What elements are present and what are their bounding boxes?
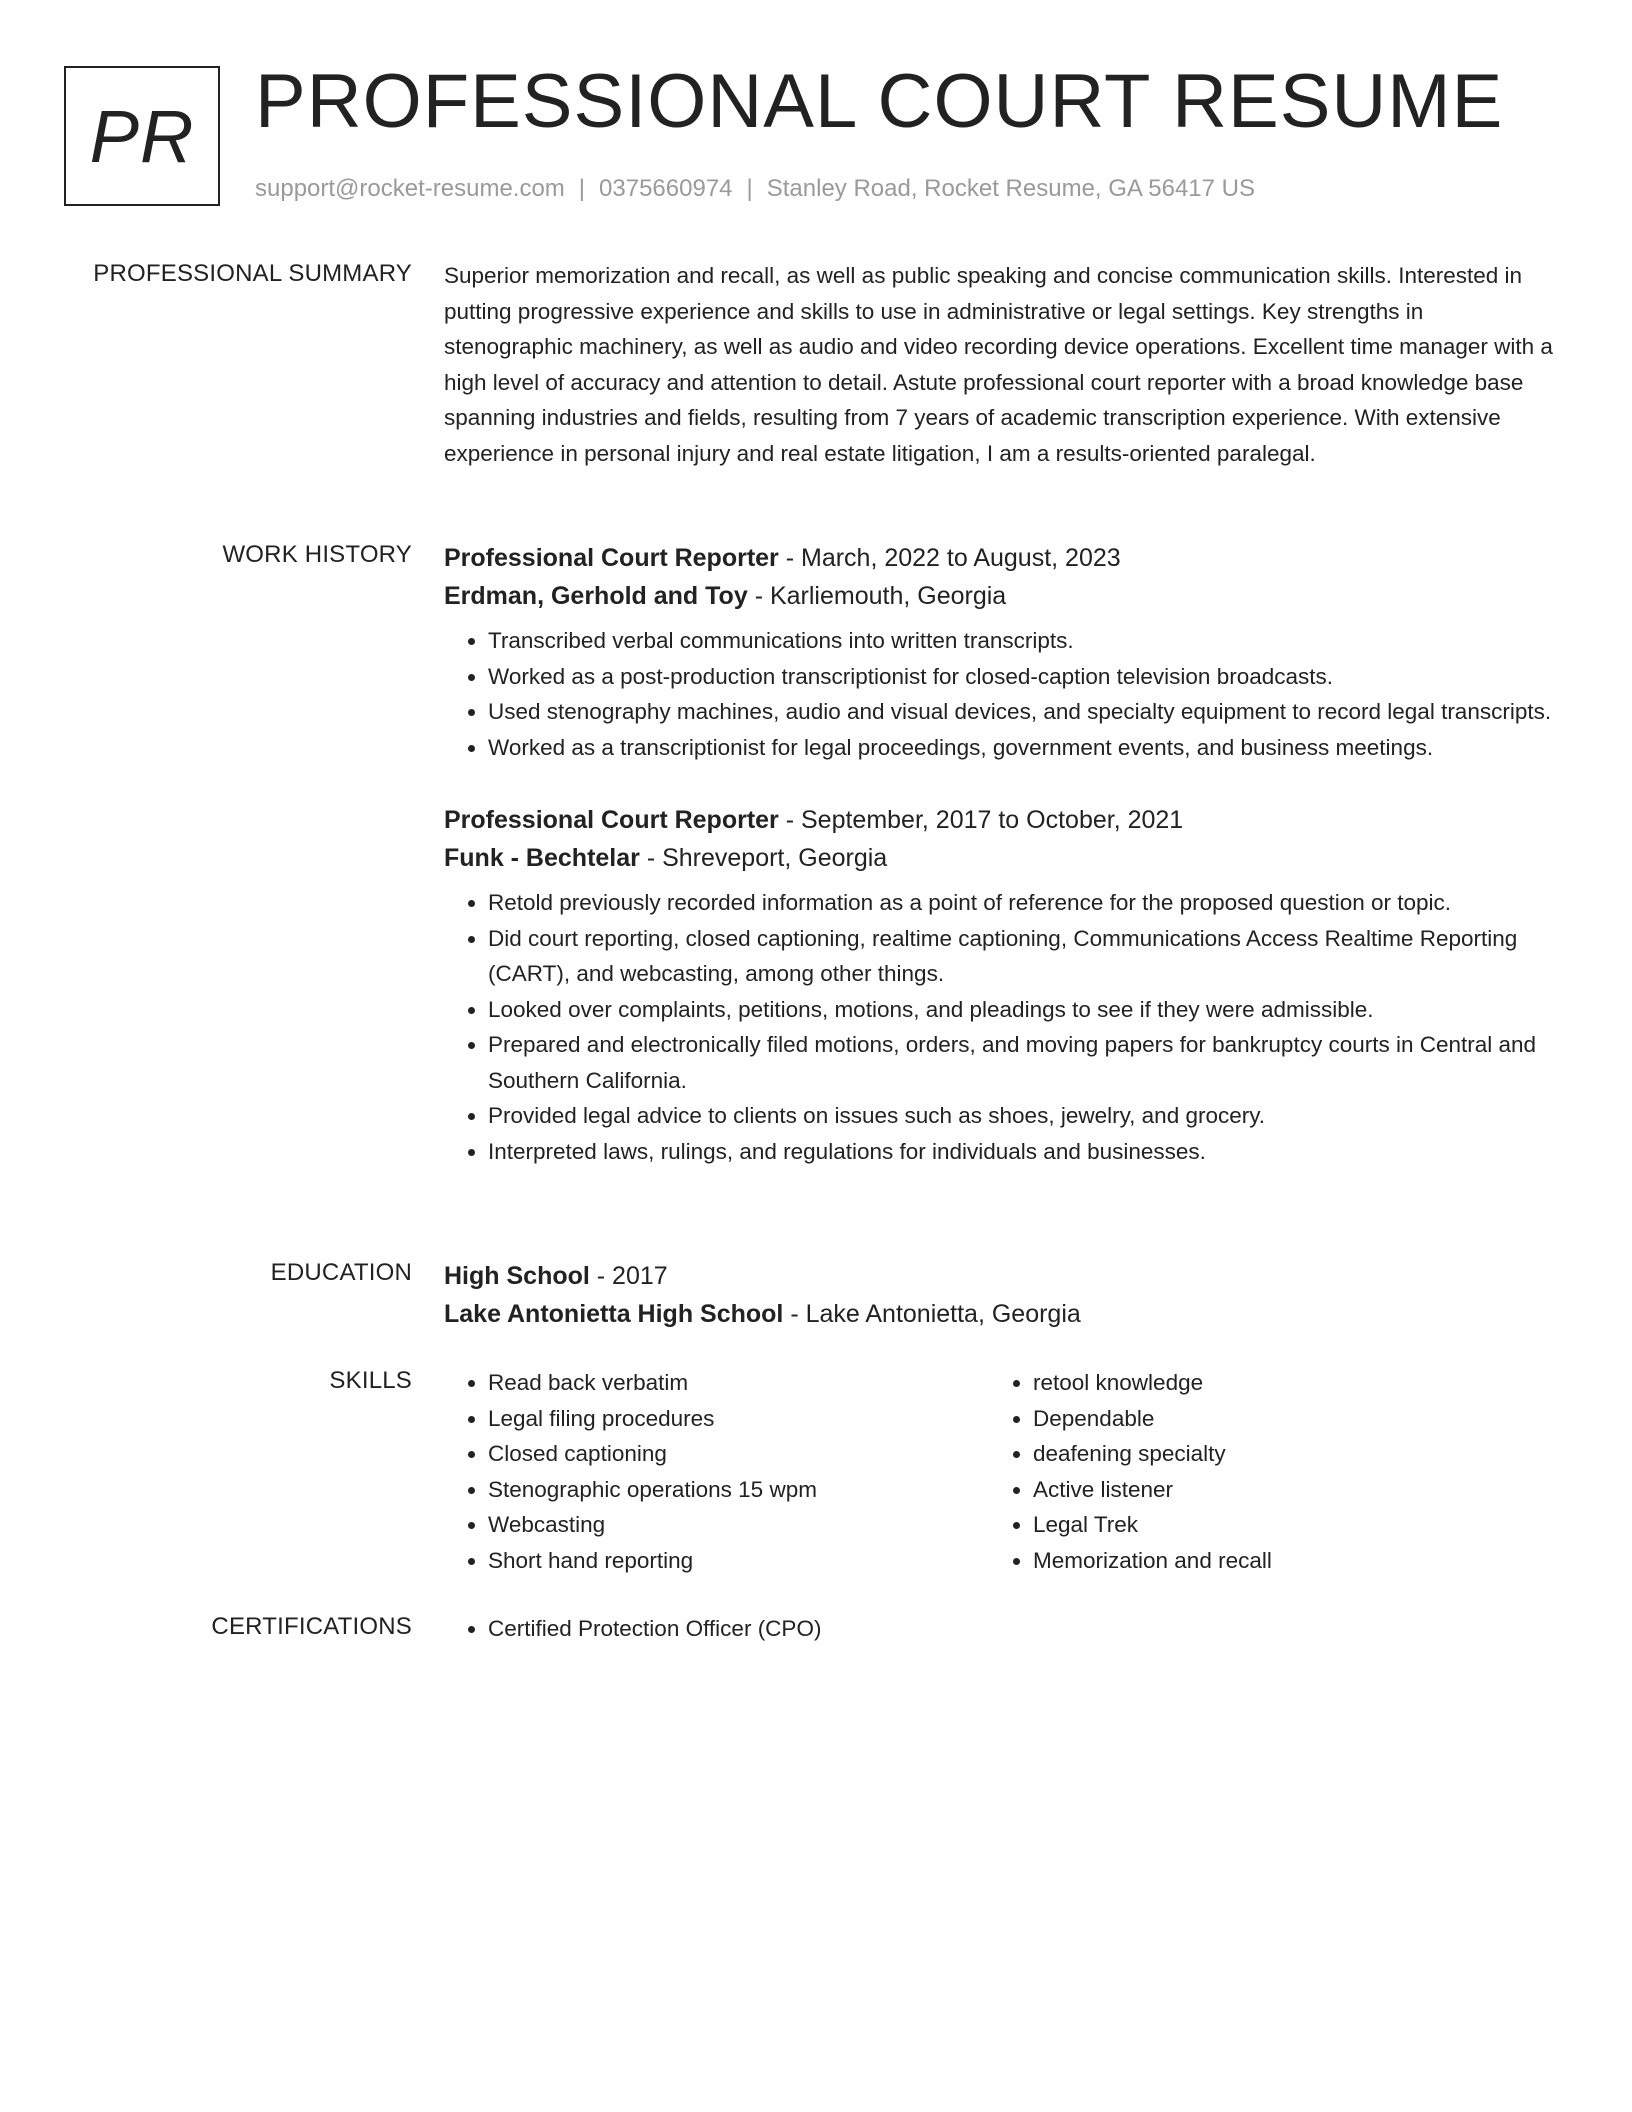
- contact-line: [255, 174, 1255, 204]
- skill-item: • deafening specialty: [1033, 1436, 1534, 1472]
- job-bullet: • Interpreted laws, rulings, and regulations for individuals and businesses.: [488, 1134, 1556, 1170]
- education-year: - 2017: [589, 1262, 668, 1290]
- skill-item: • Legal filing procedures: [488, 1401, 989, 1437]
- section-label-work-history: WORK HISTORY: [222, 541, 412, 568]
- job-bullet: • Used stenography machines, audio and visual devices, and specialty equipment to record legal transcripts.: [488, 694, 1556, 730]
- job-location: - Shreveport, Georgia: [639, 844, 888, 872]
- skill-item: • Read back verbatim: [488, 1365, 989, 1401]
- skills-list-right: [989, 1365, 1534, 1578]
- skills-body: [444, 1365, 1556, 1578]
- section-label-education: EDUCATION: [270, 1259, 412, 1286]
- job-bullet: • Did court reporting, closed captioning, realtime captioning, Communications Access Realtime Reporting (CART), and webcasting, among other things.: [488, 921, 1556, 992]
- job-title: Professional Court Reporter: [444, 544, 779, 572]
- summary-text: Superior memorization and recall, as well as public speaking and concise communication skills. Interested in putting progressive experience and skills to use in administrative or legal settings. Key strengths in stenographic machinery, as well as audio and video recording device operations. Excellent time manager with a high level of accuracy and attention to detail. Astute professional court reporter with a broad knowledge base spanning industries and fields, resulting from 7 years of academic transcription experience. With extensive experience in personal injury and real estate litigation, I am a results-oriented paralegal.: [444, 263, 1553, 466]
- contact-phone: 0375660974: [599, 175, 733, 202]
- job-company-line: [444, 577, 1556, 615]
- job-entry: [444, 801, 1556, 1169]
- certifications-list: [444, 1611, 1556, 1647]
- monogram-initials: PR: [89, 94, 195, 178]
- section-label-summary: PROFESSIONAL SUMMARY: [93, 260, 412, 287]
- job-bullet: • Worked as a transcriptionist for legal proceedings, government events, and business meetings.: [488, 730, 1556, 766]
- skill-item: • Memorization and recall: [1033, 1543, 1534, 1579]
- job-bullet: • Transcribed verbal communications into written transcripts.: [488, 623, 1556, 659]
- skill-item: • Closed captioning: [488, 1436, 989, 1472]
- skill-item: • Dependable: [1033, 1401, 1534, 1437]
- education-degree: High School: [444, 1262, 590, 1290]
- job-dates: - March, 2022 to August, 2023: [778, 544, 1121, 572]
- job-bullet: • Prepared and electronically filed motions, orders, and moving papers for bankruptcy courts in Central and Southern California.: [488, 1027, 1556, 1098]
- monogram-box: [64, 66, 220, 206]
- job-entry: [444, 539, 1556, 765]
- skill-item: • Short hand reporting: [488, 1543, 989, 1579]
- contact-address: Stanley Road, Rocket Resume, GA 56417 US: [766, 175, 1256, 202]
- education-school: Lake Antonietta High School: [444, 1300, 784, 1328]
- skill-item: • retool knowledge: [1033, 1365, 1534, 1401]
- contact-email: support@rocket-resume.com: [255, 175, 565, 202]
- job-bullet: • Provided legal advice to clients on issues such as shoes, jewelry, and grocery.: [488, 1098, 1556, 1134]
- skill-item: • Stenographic operations 15 wpm: [488, 1472, 989, 1508]
- job-company-line: [444, 839, 1556, 877]
- section-label-skills: SKILLS: [329, 1367, 412, 1394]
- job-title-line: [444, 539, 1556, 577]
- job-bullets: [444, 623, 1556, 765]
- contact-separator: |: [746, 175, 753, 202]
- work-history-body: [444, 539, 1556, 1169]
- skill-item: • Legal Trek: [1033, 1507, 1534, 1543]
- job-bullet: • Looked over complaints, petitions, motions, and pleadings to see if they were admissible.: [488, 992, 1556, 1028]
- resume-name: PROFESSIONAL COURT RESUME: [255, 59, 1504, 144]
- education-degree-line: [444, 1257, 1556, 1295]
- job-bullet: • Retold previously recorded information as a point of reference for the proposed question or topic.: [488, 885, 1556, 921]
- section-label-certifications: CERTIFICATIONS: [211, 1613, 412, 1640]
- job-title: Professional Court Reporter: [444, 806, 779, 834]
- summary-body: [444, 258, 1556, 471]
- job-location: - Karliemouth, Georgia: [747, 582, 1007, 610]
- job-company: Funk - Bechtelar: [444, 844, 640, 872]
- job-bullet: • Worked as a post-production transcriptionist for closed-caption television broadcasts.: [488, 659, 1556, 695]
- certification-item: • Certified Protection Officer (CPO): [488, 1611, 1556, 1647]
- skills-columns: [444, 1365, 1556, 1578]
- contact-separator: |: [578, 175, 586, 202]
- skill-item: • Active listener: [1033, 1472, 1534, 1508]
- job-company: Erdman, Gerhold and Toy: [444, 582, 748, 610]
- certifications-body: [444, 1611, 1556, 1647]
- job-dates: - September, 2017 to October, 2021: [778, 806, 1184, 834]
- skill-item: • Webcasting: [488, 1507, 989, 1543]
- job-title-line: [444, 801, 1556, 839]
- education-body: [444, 1257, 1556, 1333]
- education-location: - Lake Antonietta, Georgia: [783, 1300, 1081, 1328]
- education-school-line: [444, 1295, 1556, 1333]
- skills-list-left: [444, 1365, 989, 1578]
- job-bullets: [444, 885, 1556, 1169]
